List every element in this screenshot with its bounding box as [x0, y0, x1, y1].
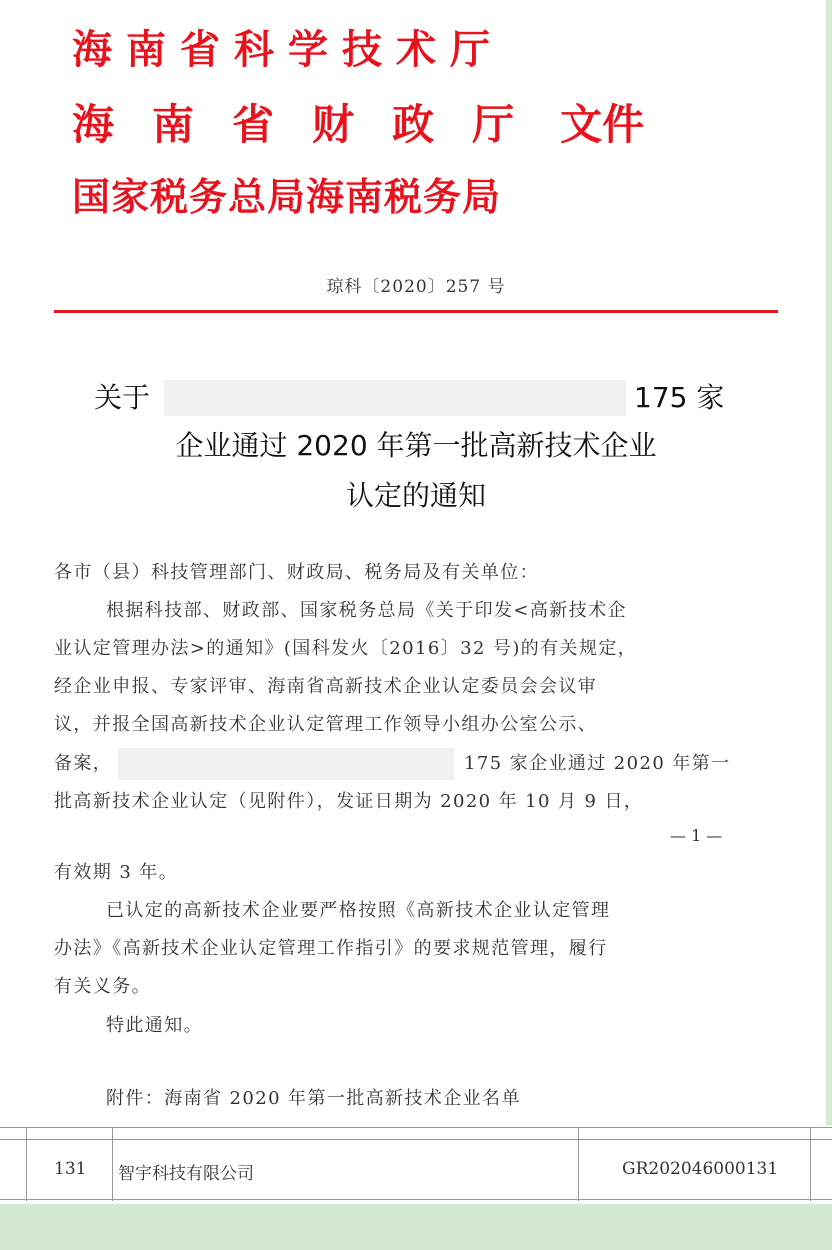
title-line-2: 企业通过 2020 年第一批高新技术企业 [175, 429, 657, 462]
page-number: — 1 — [670, 826, 723, 845]
paragraph-line: 备案， [54, 753, 113, 774]
redaction-block [118, 748, 454, 780]
paragraph-line: 已认定的高新技术企业要严格按照《高新技术企业认定管理 [106, 900, 611, 921]
paragraph-line: 业认定管理办法>的通知》(国科发火〔2016〕32 号)的有关规定， [54, 638, 638, 659]
header-issuer-2-char: 厅 [472, 100, 515, 149]
paragraph-line: 有关义务。 [54, 976, 151, 997]
side-strip [826, 0, 832, 1125]
company-table [0, 1127, 832, 1201]
table-cell-company: 智宇科技有限公司 [118, 1164, 254, 1184]
table-border [0, 1139, 832, 1140]
table-border [26, 1127, 27, 1201]
header-issuer-1: 海南省科学技术厅 [72, 27, 504, 73]
red-divider [54, 310, 778, 313]
table-cell-cert: GR202046000131 [622, 1159, 779, 1179]
title-prefix: 关于 [94, 381, 151, 414]
table-border [112, 1127, 113, 1201]
header-issuer-2-char: 财 [312, 100, 355, 149]
table-border [578, 1127, 579, 1201]
paragraph-line: 根据科技部、财政部、国家税务总局《关于印发<高新技术企 [106, 600, 627, 621]
header-issuer-2 [72, 92, 644, 152]
header-issuer-2-char: 政 [392, 100, 435, 149]
header-issuer-3: 国家税务总局海南税务局 [72, 175, 502, 219]
document-number: 琼科〔2020〕257 号 [326, 277, 506, 297]
paragraph-line: 批高新技术企业认定（见附件），发证日期为 2020 年 10 月 9 日， [54, 791, 644, 812]
title-line-3: 认定的通知 [345, 479, 486, 512]
redaction-block [164, 380, 626, 416]
table-border [810, 1127, 811, 1201]
paragraph-line: 有效期 3 年。 [54, 862, 179, 883]
table-border [0, 1127, 832, 1128]
header-issuer-2-suffix: 文件 [560, 100, 645, 149]
title-suffix: 175 家 [634, 381, 725, 414]
paragraph-line: 办法》《高新技术企业认定管理工作指引》的要求规范管理，履行 [54, 938, 608, 959]
paragraph-line: 议，并报全国高新技术企业认定管理工作领导小组办公室公示、 [54, 714, 598, 735]
salutation: 各市（县）科技管理部门、财政局、税务局及有关单位： [54, 562, 539, 583]
paragraph-line: 175 家企业通过 2020 年第一 [464, 753, 731, 774]
header-issuer-2-char: 海 [72, 100, 115, 149]
footer-band [0, 1204, 832, 1250]
attachment-note: 附件：海南省 2020 年第一批高新技术企业名单 [106, 1088, 521, 1109]
header-issuer-2-char: 省 [232, 100, 275, 149]
table-border [0, 1199, 832, 1200]
table-cell-no: 131 [54, 1159, 87, 1179]
closing: 特此通知。 [106, 1015, 203, 1036]
paragraph-line: 经企业申报、专家评审、海南省高新技术企业认定委员会会议审 [54, 676, 598, 697]
header-issuer-2-char: 南 [152, 100, 195, 149]
